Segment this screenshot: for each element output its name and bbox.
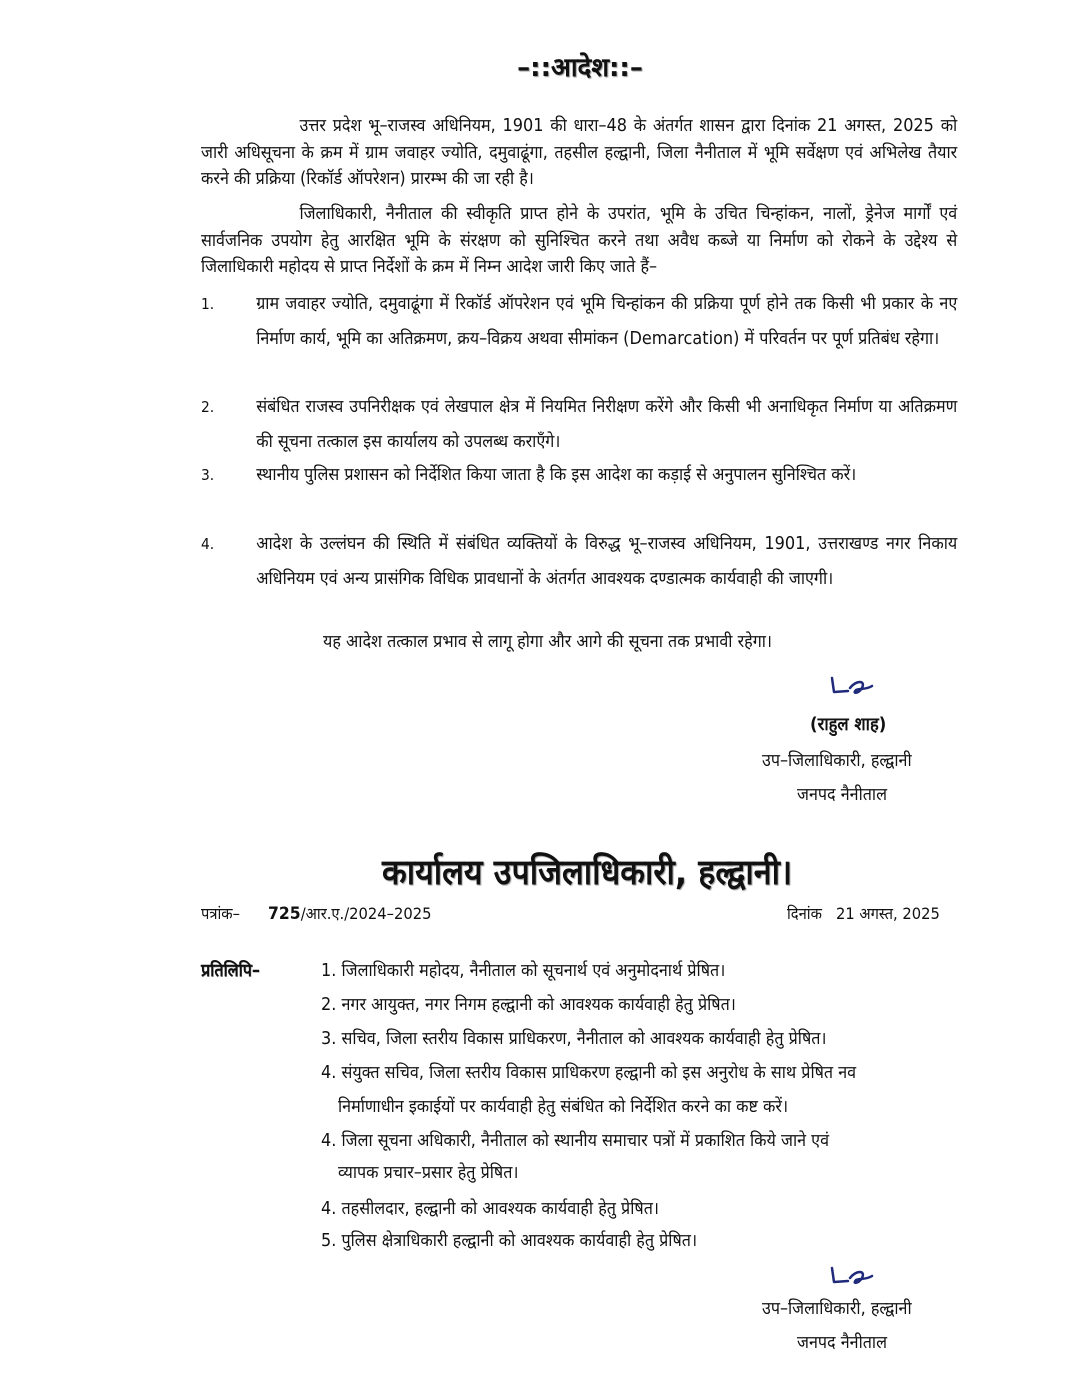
copy-to-item: 3. सचिव, जिला स्तरीय विकास प्राधिकरण, नैनीताल को आवश्यक कार्यवाही हेतु प्रेषित। — [321, 1029, 827, 1049]
order-item — [201, 527, 957, 597]
reference-label: पत्रांक– — [201, 904, 240, 923]
order-item — [201, 287, 957, 357]
item-text: संबंधित राजस्व उपनिरीक्षक एवं लेखपाल क्षेत्र में नियमित निरीक्षण करेंगे और किसी भी अनाधिकृत निर्माण या अतिक्रमण की सूचना तत्काल इस कार्यालय को उपलब्ध कराएँगे। — [256, 397, 958, 452]
copy-to-item: 4. तहसीलदार, हल्द्वानी को आवश्यक कार्यवाही हेतु प्रेषित। — [321, 1199, 659, 1219]
item-number: 3. — [201, 466, 215, 484]
item-text: स्थानीय पुलिस प्रशासन को निर्देशित किया जाता है कि इस आदेश का कड़ाई से अनुपालन सुनिश्चित करें। — [256, 465, 857, 485]
copy-to-item: 1. जिलाधिकारी महोदय, नैनीताल को सूचनार्थ एवं अनुमोदनार्थ प्रेषित। — [321, 961, 726, 981]
office-heading: कार्यालय उपजिलाधिकारी, हल्द्वानी। — [382, 853, 793, 893]
item-number: 1. — [201, 295, 215, 313]
signatory-district: जनपद नैनीताल — [797, 785, 888, 805]
date-label: दिनांक — [787, 904, 822, 923]
signature-icon — [826, 672, 876, 702]
signatory-designation: उप–जिलाधिकारी, हल्द्वानी — [762, 1299, 912, 1319]
order-title: –::आदेश::– — [517, 53, 643, 83]
reference-number — [201, 902, 431, 924]
item-text: आदेश के उल्लंघन की स्थिति में संबंधित व्यक्तियों के विरुद्ध भू–राजस्व अधिनियम, 1901, उत्तराखण्ड नगर निकाय अधिनियम एवं अन्य प्रासंगिक विधिक प्रावधानों के अंतर्गत आवश्यक दण्डात्मक कार्यवाही की जाएगी। — [256, 534, 958, 589]
order-item — [201, 458, 957, 493]
copy-to-item: 4. संयुक्त सचिव, जिला स्तरीय विकास प्राधिकरण हल्द्वानी को इस अनुरोध के साथ प्रेषित नव — [321, 1063, 857, 1083]
letter-date — [787, 902, 940, 924]
copy-to-item-continuation: व्यापक प्रचार–प्रसार हेतु प्रेषित। — [338, 1163, 519, 1183]
signature-icon — [826, 1262, 876, 1292]
signatory-district: जनपद नैनीताल — [797, 1333, 888, 1353]
item-text: ग्राम जवाहर ज्योति, दमुवाढूंगा में रिकॉर्ड ऑपरेशन एवं भूमि चिन्हांकन की प्रक्रिया पूर्ण होने तक किसी भी प्रकार के नए निर्माण कार्य, भूमि का अतिक्रमण, क्रय–विक्रय अथवा सीमांकन (Demarcation) में परिवर्तन पर पूर्ण प्रतिबंध रहेगा। — [256, 294, 958, 349]
copy-to-item-continuation: निर्माणाधीन इकाईयों पर कार्यवाही हेतु संबंधित को निर्देशित करने का कष्ट करें। — [338, 1097, 789, 1117]
copy-to-label: प्रतिलिपि– — [201, 961, 260, 981]
item-number: 4. — [201, 535, 215, 553]
order-paragraph-directive: जिलाधिकारी, नैनीताल की स्वीकृति प्राप्त होने के उपरांत, भूमि के उचित चिन्हांकन, नालों, ड्रेनेज मार्गों एवं सार्वजनिक उपयोग हेतु आरक्षित भूमि के संरक्षण को सुनिश्चित करने तथा अवैध कब्जे या निर्माण को रोकने के उद्देश्य से जिलाधिकारी महोदय से प्राप्त निर्देशों के क्रम में निम्न आदेश जारी किए जाते हैं– — [201, 204, 958, 277]
signatory-name: (राहुल शाह) — [810, 714, 887, 735]
reference-suffix: /आर.ए./2024–2025 — [300, 904, 432, 923]
reference-value: 725 — [268, 904, 301, 924]
copy-to-item: 5. पुलिस क्षेत्राधिकारी हल्द्वानी को आवश्यक कार्यवाही हेतु प्रेषित। — [321, 1231, 698, 1251]
signatory-designation: उप–जिलाधिकारी, हल्द्वानी — [762, 751, 912, 771]
date-value: 21 अगस्त, 2025 — [835, 904, 940, 923]
order-item — [201, 390, 957, 460]
copy-to-item: 4. जिला सूचना अधिकारी, नैनीताल को स्थानीय समाचार पत्रों में प्रकाशित किये जाने एवं — [321, 1131, 830, 1151]
closing-statement: यह आदेश तत्काल प्रभाव से लागू होगा और आगे की सूचना तक प्रभावी रहेगा। — [323, 632, 773, 652]
item-number: 2. — [201, 398, 215, 416]
copy-to-item: 2. नगर आयुक्त, नगर निगम हल्द्वानी को आवश्यक कार्यवाही हेतु प्रेषित। — [321, 995, 736, 1015]
order-paragraph-intro: उत्तर प्रदेश भू–राजस्व अधिनियम, 1901 की धारा–48 के अंतर्गत शासन द्वारा दिनांक 21 अगस्त, 2025 को जारी अधिसूचना के क्रम में ग्राम जवाहर ज्योति, दमुवाढूंगा, तहसील हल्द्वानी, जिला नैनीताल में भूमि सर्वेक्षण एवं अभिलेख तैयार करने की प्रक्रिया (रिकॉर्ड ऑपरेशन) प्रारम्भ की जा रही है। — [201, 116, 958, 189]
